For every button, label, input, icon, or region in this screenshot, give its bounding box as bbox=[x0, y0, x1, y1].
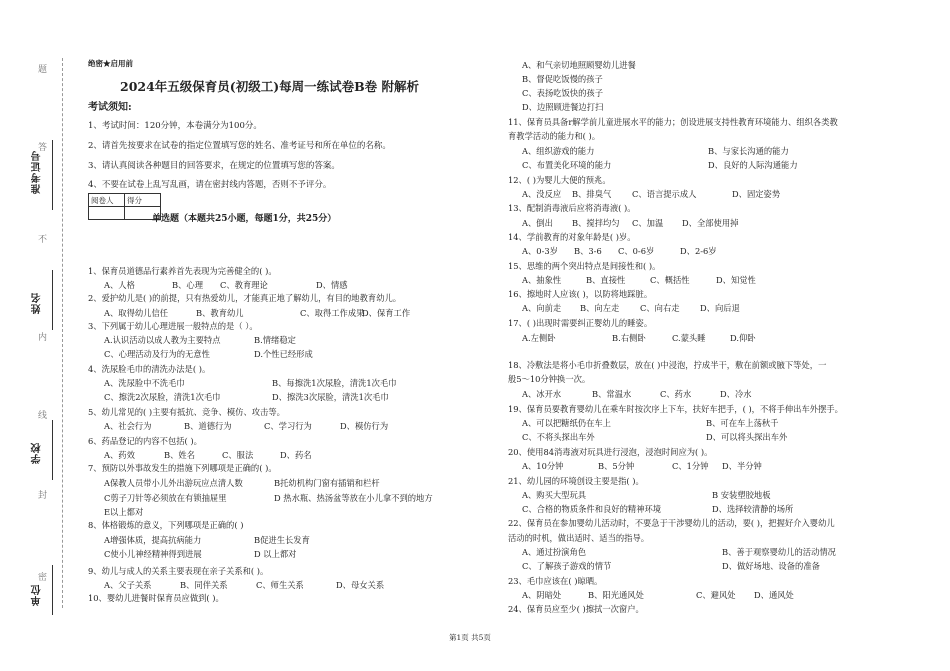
question-stem: 5、幼儿常见的( )主要有抵抗、竞争、模仿、攻击等。 bbox=[88, 407, 285, 417]
answer-option[interactable]: D、擦洗3次尿脸，清洗1次毛巾 bbox=[272, 392, 389, 402]
answer-option[interactable]: C、师生关系 bbox=[256, 580, 304, 590]
question-stem: 8、体格锻炼的意义，下列哪项是正确的( ) bbox=[88, 520, 244, 530]
answer-option[interactable]: B、每擦洗1次尿脸，清洗1次毛巾 bbox=[272, 378, 397, 388]
answer-option[interactable]: B 安装塑胶地板 bbox=[712, 490, 771, 500]
answer-option[interactable]: C、擦洗2次尿脸，清洗1次毛巾 bbox=[104, 392, 221, 402]
answer-option[interactable]: B.情绪稳定 bbox=[254, 335, 296, 345]
binding-char: 不 bbox=[38, 235, 48, 245]
name-field[interactable] bbox=[52, 270, 53, 330]
answer-option[interactable]: D、知觉性 bbox=[716, 275, 756, 285]
answer-option[interactable]: C、表扬吃饭快的孩子 bbox=[522, 88, 604, 98]
answer-option[interactable]: C、向右走 bbox=[640, 303, 680, 313]
answer-option[interactable]: D、2-6岁 bbox=[680, 246, 717, 256]
score-table-header-score: 得分 bbox=[125, 194, 161, 207]
question-stem: 2、爱护幼儿是( )的前提，只有热爱幼儿，才能真正地了解幼儿，有目的地教育幼儿。 bbox=[88, 293, 402, 303]
candidate-number-field[interactable] bbox=[52, 140, 53, 210]
question-stem: 21、幼儿园的环境创设主要是指( )。 bbox=[508, 476, 644, 486]
question-stem: 9、幼儿与成人的关系主要表现在亲子关系和( )。 bbox=[88, 566, 269, 576]
question-stem: 11、保育员具备r解学前儿童进展水平的能力；创设进展支持性教育环境能力、组织各类教 bbox=[508, 117, 838, 127]
school-field[interactable] bbox=[52, 420, 53, 480]
answer-option[interactable]: B、排臭气 bbox=[572, 189, 612, 199]
answer-option[interactable]: B、直接性 bbox=[586, 275, 626, 285]
answer-option[interactable]: D、选择较清静的场所 bbox=[712, 504, 794, 514]
answer-option[interactable]: B、督促吃饭慢的孩子 bbox=[522, 74, 603, 84]
answer-option[interactable]: C、合格的物质条件和良好的精神环境 bbox=[522, 504, 662, 514]
binding-char: 答 bbox=[38, 143, 48, 153]
answer-option[interactable]: D、固定姿势 bbox=[732, 189, 781, 199]
grader-cell[interactable] bbox=[89, 207, 125, 220]
candidate-number-label: 准考证号 bbox=[32, 150, 43, 194]
answer-option[interactable]: C、1分钟 bbox=[672, 461, 709, 471]
answer-option[interactable]: D 热水瓶、热汤盆等放在小儿拿不到的地方 bbox=[274, 493, 433, 503]
answer-option[interactable]: A、通过扮演角色 bbox=[522, 547, 587, 557]
answer-option[interactable]: B、可在车上荡秋千 bbox=[706, 418, 779, 428]
answer-option[interactable]: A、没反应 bbox=[522, 189, 562, 199]
secret-mark: 绝密★启用前 bbox=[88, 59, 133, 68]
answer-option[interactable]: C、取得工作成果 bbox=[300, 308, 365, 318]
answer-option[interactable]: C剪子刀针等必须放在有锁抽屉里 bbox=[104, 493, 227, 503]
answer-option[interactable]: C、不将头探出车外 bbox=[522, 432, 595, 442]
answer-option[interactable]: B.右侧卧 bbox=[612, 333, 646, 343]
answer-option[interactable]: D、做好场地、设备的准备 bbox=[722, 561, 820, 571]
answer-option[interactable]: A、阴暗处 bbox=[522, 590, 562, 600]
answer-option[interactable]: D、药名 bbox=[280, 450, 312, 460]
answer-option[interactable]: A、社会行为 bbox=[104, 421, 152, 431]
notice-item: 3、请认真阅读各种题目的回答要求，在规定的位置填写您的答案。 bbox=[88, 161, 340, 171]
answer-option[interactable]: E以上都对 bbox=[104, 507, 144, 517]
answer-option[interactable]: A.认识活动以成人教为主要特点 bbox=[104, 335, 221, 345]
answer-option[interactable]: D、保育工作 bbox=[362, 308, 411, 318]
answer-option[interactable]: D.个性已经形成 bbox=[254, 349, 313, 359]
answer-option[interactable]: B、常温水 bbox=[592, 389, 632, 399]
unit-field[interactable] bbox=[52, 565, 53, 615]
question-stem: 12、( )为婴儿大便的预兆。 bbox=[508, 175, 611, 185]
question-stem: 15、思维的两个突出特点是间接性和( )。 bbox=[508, 261, 661, 271]
question-stem: 22、保育员在参加婴幼儿活动时，不要急于干涉婴幼儿的活动，要( )，把握好介入婴幼儿 bbox=[508, 518, 835, 528]
binding-char: 密 bbox=[38, 573, 48, 583]
binding-dashed-line bbox=[62, 58, 63, 608]
answer-option[interactable]: D、全部使用掉 bbox=[682, 218, 739, 228]
answer-option[interactable]: B、与家长沟通的能力 bbox=[708, 146, 789, 156]
question-stem-continued: 般5～10分钟换一次。 bbox=[508, 374, 591, 384]
question-stem: 24、保育员应至少( )擦拭一次窗户。 bbox=[508, 604, 644, 614]
answer-option[interactable]: A、抽象性 bbox=[522, 275, 562, 285]
answer-option[interactable]: B、5分钟 bbox=[598, 461, 635, 471]
notice-item: 2、请首先按要求在试卷的指定位置填写您的姓名、准考证号和所在单位的名称。 bbox=[88, 141, 391, 151]
section-title: 单选题（本题共25小题，每题1分，共25分） bbox=[152, 214, 337, 224]
page-title: 2024年五级保育员(初级工)每周一练试卷B卷 附解析 bbox=[120, 79, 420, 94]
answer-option[interactable]: B、阳光通风处 bbox=[588, 590, 644, 600]
answer-option[interactable]: C.蒙头睡 bbox=[672, 333, 706, 343]
unit-label: 单位 bbox=[32, 584, 43, 606]
answer-option[interactable]: B、姓名 bbox=[164, 450, 195, 460]
answer-option[interactable]: D.仰卧 bbox=[730, 333, 756, 343]
answer-option[interactable]: C使小儿神经精神得到进展 bbox=[104, 549, 202, 559]
answer-option[interactable]: C、布置美化环境的能力 bbox=[522, 160, 612, 170]
answer-option[interactable]: A、组织游戏的能力 bbox=[522, 146, 595, 156]
notice-item: 4、不要在试卷上乱写乱画，请在密封线内答题，否则不予评分。 bbox=[88, 180, 332, 190]
answer-option[interactable]: C、0-6岁 bbox=[618, 246, 655, 256]
question-stem: 16、擦地时人应该( )，以防将地踩脏。 bbox=[508, 289, 653, 299]
answer-option[interactable]: C、心理活动及行为的无意性 bbox=[104, 349, 210, 359]
question-stem: 1、保育员道德品行素养首先表现为完善健全的( )。 bbox=[88, 266, 277, 276]
answer-option[interactable]: C、学习行为 bbox=[264, 421, 312, 431]
binding-char: 内 bbox=[38, 333, 48, 343]
answer-option[interactable]: B、同伴关系 bbox=[180, 580, 228, 590]
question-stem: 23、毛巾应该在( )晾晒。 bbox=[508, 576, 603, 586]
answer-option[interactable]: B、善于观察婴幼儿的活动情况 bbox=[722, 547, 836, 557]
question-stem: 3、下列属于幼儿心理进展一般特点的是（ ）。 bbox=[88, 321, 258, 331]
answer-option[interactable]: A、人格 bbox=[104, 280, 135, 290]
answer-option[interactable]: C、服法 bbox=[222, 450, 254, 460]
answer-option[interactable]: C、教育理论 bbox=[220, 280, 268, 290]
binding-char: 题 bbox=[38, 65, 48, 75]
school-label: 学校 bbox=[32, 442, 43, 464]
answer-option[interactable]: B促进生长发育 bbox=[254, 535, 310, 545]
answer-option[interactable]: A、可以把糖纸仍在车上 bbox=[522, 418, 611, 428]
answer-option[interactable]: D、母女关系 bbox=[336, 580, 385, 590]
answer-option[interactable]: C、药水 bbox=[660, 389, 692, 399]
page-number: 第1页 共5页 bbox=[449, 633, 491, 642]
answer-option[interactable]: A增强体质，提高抗病能力 bbox=[104, 535, 202, 545]
question-stem: 20、使用84消毒液对玩具进行浸泡，浸泡时间应为( )。 bbox=[508, 447, 713, 457]
question-stem-continued: 活动的时机，做出适时、适当的指导。 bbox=[508, 533, 650, 543]
answer-option[interactable]: C、语言提示成人 bbox=[632, 189, 697, 199]
answer-option[interactable]: B、心理 bbox=[172, 280, 203, 290]
score-table-header-grader: 阅卷人 bbox=[89, 194, 125, 207]
notice-item: 1、考试时间：120分钟，本卷满分为100分。 bbox=[88, 121, 262, 131]
answer-option[interactable]: A、向前走 bbox=[522, 303, 562, 313]
answer-option[interactable]: A、0-3岁 bbox=[522, 246, 558, 256]
answer-option[interactable]: B、3-6 bbox=[574, 246, 602, 256]
answer-option[interactable]: D、边照顾进餐边打扫 bbox=[522, 102, 604, 112]
answer-option[interactable]: C、了解孩子游戏的情节 bbox=[522, 561, 612, 571]
answer-option[interactable]: A、洗尿脸中不洗毛巾 bbox=[104, 378, 185, 388]
question-stem: 13、配制消毒液后应将消毒液( )。 bbox=[508, 203, 636, 213]
answer-option[interactable]: B、道德行为 bbox=[184, 421, 232, 431]
score-table bbox=[88, 193, 161, 220]
question-stem: 14、学前教育的对象年龄是( )岁。 bbox=[508, 232, 636, 242]
name-label: 姓名 bbox=[32, 292, 43, 314]
answer-option[interactable]: C、避风处 bbox=[696, 590, 736, 600]
answer-option[interactable]: A、父子关系 bbox=[104, 580, 152, 590]
binding-char: 线 bbox=[38, 411, 48, 421]
binding-char: 封 bbox=[38, 491, 48, 501]
answer-option[interactable]: A、购买大型玩具 bbox=[522, 490, 587, 500]
answer-option[interactable]: C、概括性 bbox=[650, 275, 690, 285]
answer-option[interactable]: A、和气亲切地照顾婴幼儿进餐 bbox=[522, 60, 636, 70]
answer-option[interactable]: D、冷水 bbox=[720, 389, 752, 399]
answer-option[interactable]: D、模仿行为 bbox=[340, 421, 389, 431]
answer-option[interactable]: D、良好的人际沟通能力 bbox=[708, 160, 798, 170]
answer-option[interactable]: B托幼机构门窗有插销和栏杆 bbox=[274, 478, 380, 488]
answer-option[interactable]: A、药效 bbox=[104, 450, 135, 460]
answer-option[interactable]: B、向左走 bbox=[580, 303, 620, 313]
answer-option[interactable]: D、通风处 bbox=[754, 590, 794, 600]
question-stem: 17、( )出现时需要纠正婴幼儿的睡姿。 bbox=[508, 318, 653, 328]
question-stem: 18、冷敷法是将小毛巾折叠数层，放在( )中浸泡，拧成半干，敷在前额或腋下等处，一 bbox=[508, 360, 827, 370]
answer-option[interactable]: D、可以将头探出车外 bbox=[706, 432, 788, 442]
question-stem: 4、洗尿脸毛巾的清洗办法是( )。 bbox=[88, 364, 211, 374]
answer-option[interactable]: A.左侧卧 bbox=[522, 333, 556, 343]
answer-option[interactable]: B、搅拌均匀 bbox=[572, 218, 620, 228]
answer-option[interactable]: D、向后退 bbox=[700, 303, 740, 313]
answer-option[interactable]: A、冰开水 bbox=[522, 389, 562, 399]
answer-option[interactable]: D、半分钟 bbox=[722, 461, 762, 471]
answer-option[interactable]: B、教育幼儿 bbox=[196, 308, 244, 318]
answer-option[interactable]: A、10分钟 bbox=[522, 461, 564, 471]
answer-option[interactable]: C、加温 bbox=[632, 218, 664, 228]
question-stem: 19、保育员要教育婴幼儿在乘车时按次序上下车，扶好车把手，( )，不将手伸出车外摆手。 bbox=[508, 404, 843, 414]
answer-option[interactable]: A、倒出 bbox=[522, 218, 553, 228]
notice-heading: 考试须知: bbox=[88, 102, 132, 113]
question-stem: 7、预防以外事故发生的措施下列哪项是正确的( )。 bbox=[88, 463, 277, 473]
answer-option[interactable]: D 以上都对 bbox=[254, 549, 297, 559]
question-stem-continued: 育教学活动的能力和( )。 bbox=[508, 131, 601, 141]
question-stem: 10、婴幼儿进餐时保育员应做到( )。 bbox=[88, 593, 224, 603]
answer-option[interactable]: D、情感 bbox=[316, 280, 348, 290]
answer-option[interactable]: A、取得幼儿信任 bbox=[104, 308, 169, 318]
answer-option[interactable]: A保教人员带小儿外出游玩应点清人数 bbox=[104, 478, 243, 488]
question-stem: 6、药品登记的内容不包括( )。 bbox=[88, 436, 202, 446]
